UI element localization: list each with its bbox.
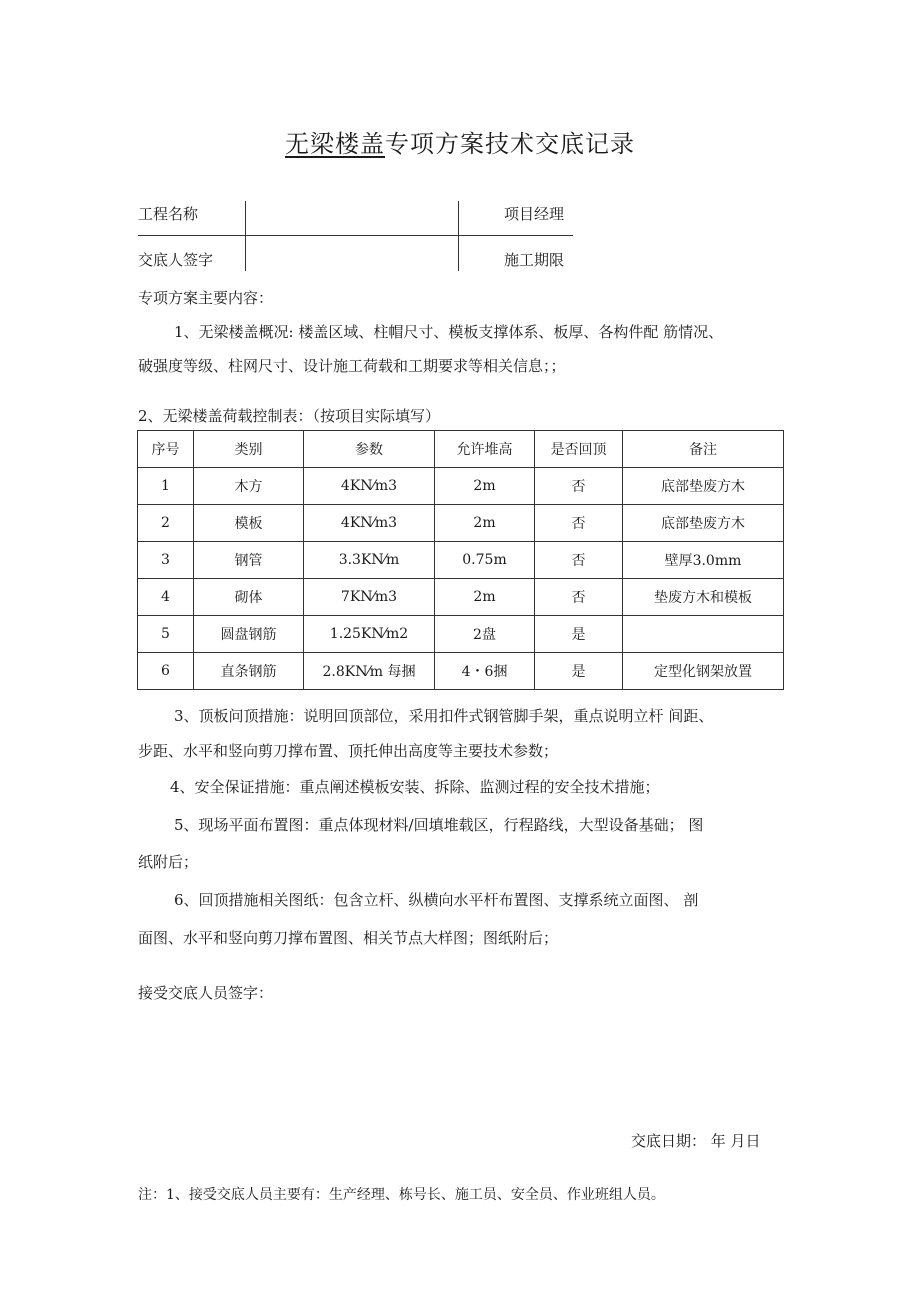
item3-line2: 步距、水平和竖向剪刀撑布置、顶托伸出高度等主要技术参数； <box>138 742 559 760</box>
footnote: 注：1、接受交底人员主要有：生产经理、栋号长、施工员、安全员、作业班组人员。 <box>138 1187 665 1203</box>
table-cell: 3.3KN⁄m <box>304 542 435 579</box>
header-divider-horizontal <box>138 235 573 236</box>
item6-line1: 6、回顶措施相关图纸：包含立杆、纵横向水平杆布置图、支撑系统立面图、 剖 <box>174 891 699 909</box>
item3-line1: 3、顶板问顶措施：说明回顶部位，采用扣件式钢管脚手架，重点说明立杆 间距、 <box>174 707 714 725</box>
table-cell: 垫废方木和模板 <box>623 579 784 616</box>
table-cell: 4・6捆 <box>435 653 535 690</box>
item2-title: 2、无梁楼盖荷载控制表：（按项目实际填写） <box>138 407 441 425</box>
item1-line2: 破强度等级、柱网尺寸、设计施工荷载和工期要求等相关信息；； <box>138 357 566 375</box>
table-header-cell: 类别 <box>194 431 304 468</box>
table-cell: 底部垫废方木 <box>623 468 784 505</box>
item1-line1: 1、无梁楼盖概况: 楼盖区域、柱帽尺寸、模板支撑体系、板厚、各构件配 筋情况、 <box>174 323 724 341</box>
table-header-cell: 参数 <box>304 431 435 468</box>
disclosure-date: 交底日期： 年 月日 <box>631 1132 761 1150</box>
table-cell: 6 <box>138 653 194 690</box>
table-header-cell: 序号 <box>138 431 194 468</box>
table-header-cell: 允许堆高 <box>435 431 535 468</box>
table-header-cell: 是否回顶 <box>535 431 623 468</box>
table-cell: 是 <box>535 616 623 653</box>
table-cell: 4 <box>138 579 194 616</box>
table-cell: 否 <box>535 505 623 542</box>
project-name-label: 工程名称 <box>138 205 199 223</box>
table-row <box>138 505 784 542</box>
load-control-table <box>137 430 784 690</box>
table-cell: 底部垫废方木 <box>623 505 784 542</box>
table-header-row <box>138 431 784 468</box>
title-underlined-part: 无梁楼盖 <box>285 130 385 158</box>
discloser-sign-label: 交底人签字 <box>138 251 214 269</box>
table-cell: 0.75m <box>435 542 535 579</box>
table-cell: 1 <box>138 468 194 505</box>
table-row <box>138 468 784 505</box>
table-cell: 2 <box>138 505 194 542</box>
table-cell: 直条钢筋 <box>194 653 304 690</box>
item6-line2: 面图、水平和竖向剪刀撑布置图、相关节点大样图；图纸附后； <box>138 929 559 947</box>
project-manager-label: 项目经理 <box>504 205 565 223</box>
table-row <box>138 616 784 653</box>
item5-line1: 5、现场平面布置图：重点体现材料/回填堆载区，行程路线，大型设备基础； 图 <box>174 816 704 834</box>
table-cell: 模板 <box>194 505 304 542</box>
table-row <box>138 542 784 579</box>
header-divider-left <box>245 201 246 271</box>
table-cell: 5 <box>138 616 194 653</box>
table-cell <box>623 616 784 653</box>
table-cell: 圆盘钢筋 <box>194 616 304 653</box>
table-cell: 7KN⁄m3 <box>304 579 435 616</box>
page-title <box>0 124 920 159</box>
table-cell: 4KN⁄m3 <box>304 468 435 505</box>
receiver-sign-label: 接受交底人员签字： <box>138 984 274 1002</box>
table-cell: 2.8KN⁄m 每捆 <box>304 653 435 690</box>
table-cell: 2m <box>435 579 535 616</box>
table-cell: 否 <box>535 579 623 616</box>
title-rest: 专项方案技术交底记录 <box>385 130 635 158</box>
main-content-label: 专项方案主要内容： <box>138 289 274 307</box>
table-cell: 2m <box>435 505 535 542</box>
table-row <box>138 653 784 690</box>
table-cell: 2盘 <box>435 616 535 653</box>
item5-line2: 纸附后； <box>138 853 199 871</box>
header-divider-right <box>458 201 459 271</box>
table-header-cell: 备注 <box>623 431 784 468</box>
table-cell: 砌体 <box>194 579 304 616</box>
table-cell: 壁厚3.0mm <box>623 542 784 579</box>
table-cell: 3 <box>138 542 194 579</box>
table-cell: 钢管 <box>194 542 304 579</box>
table-cell: 否 <box>535 468 623 505</box>
table-cell: 是 <box>535 653 623 690</box>
table-cell: 木方 <box>194 468 304 505</box>
table-cell: 否 <box>535 542 623 579</box>
period-label: 施工期限 <box>504 251 565 269</box>
table-cell: 4KN⁄m3 <box>304 505 435 542</box>
table-cell: 1.25KN⁄m2 <box>304 616 435 653</box>
table-cell: 定型化钢架放置 <box>623 653 784 690</box>
item4-line1: 4、安全保证措施：重点阐述模板安装、拆除、监测过程的安全技术措施； <box>170 778 660 796</box>
table-cell: 2m <box>435 468 535 505</box>
table-row <box>138 579 784 616</box>
